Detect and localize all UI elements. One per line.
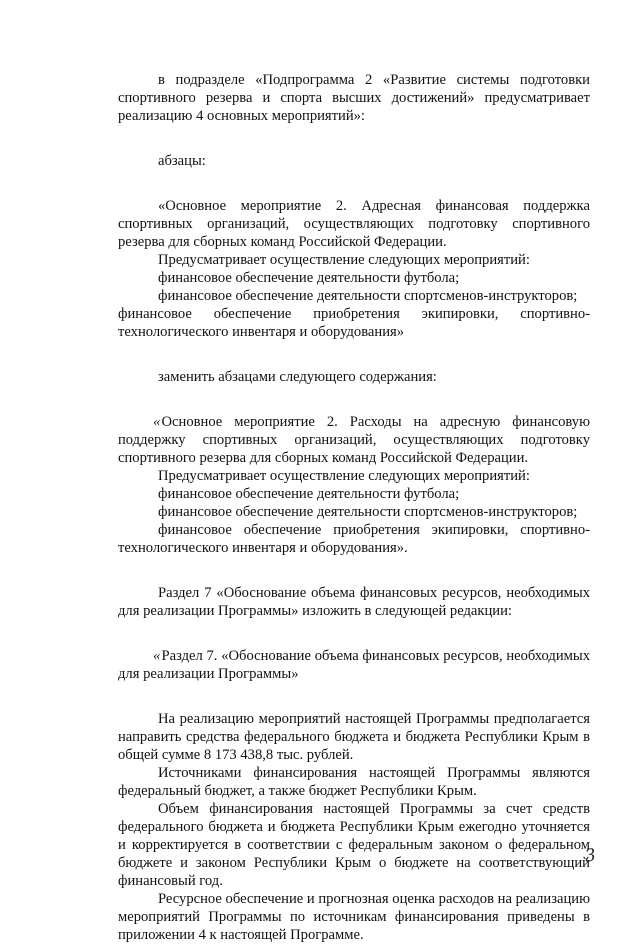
paragraph-funding-sources: Источниками финансирования настоящей Программы являются федеральный бюджет, а также бюджет Республики Крым. — [118, 765, 590, 799]
document-body — [118, 71, 590, 944]
paragraph-paragraphs-label: абзацы: — [158, 153, 206, 169]
paragraph-old-measure-title: «Основное мероприятие 2. Адресная финансовая поддержка спортивных организаций, осуществляющих подготовку спортивного резерва для сборных команд Российской Федерации. — [118, 198, 590, 250]
section7-title-text: Раздел 7. «Обоснование объема финансовых ресурсов, необходимых для реализации Программы» — [118, 648, 590, 682]
paragraph-resource-support: Ресурсное обеспечение и прогнозная оценка расходов на реализацию мероприятий Программы по источникам финансирования приведены в приложении 4 к настоящей Программе. — [118, 891, 590, 943]
paragraph-new-football: финансовое обеспечение деятельности футбола; — [158, 486, 460, 502]
handwritten-page-number: 3 — [583, 845, 598, 867]
paragraph-old-football: финансовое обеспечение деятельности футбола; — [158, 270, 460, 286]
paragraph-new-equipment: финансовое обеспечение приобретения экипировки, спортивно-технологического инвентаря и оборудования». — [118, 522, 590, 556]
paragraph-old-equipment: финансовое обеспечение приобретения экипировки, спортивно-технологического инвентаря и оборудования» — [118, 306, 590, 340]
paragraph-section7-intro: Раздел 7 «Обоснование объема финансовых ресурсов, необходимых для реализации Программы» изложить в следующей редакции: — [118, 585, 590, 619]
paragraph-old-instructors: финансовое обеспечение деятельности спортсменов-инструкторов; — [158, 288, 578, 304]
paragraph-section7-title — [118, 647, 590, 683]
paragraph-new-instructors: финансовое обеспечение деятельности спортсменов-инструкторов; — [158, 504, 578, 520]
paragraph-replace-with: заменить абзацами следующего содержания: — [158, 369, 437, 385]
paragraph-funding-total: На реализацию мероприятий настоящей Программы предполагается направить средства федерального бюджета и бюджета Республики Крым в общей сумме 8 173 438,8 тыс. рублей. — [118, 711, 590, 763]
paragraph-new-measure-title — [118, 413, 590, 467]
paragraph-old-provides: Предусматривает осуществление следующих мероприятий: — [158, 252, 530, 268]
paragraph-new-provides: Предусматривает осуществление следующих мероприятий: — [158, 468, 530, 484]
handwritten-quote-mark: « — [153, 648, 161, 664]
paragraph-subsection-intro: в подразделе «Подпрограмма 2 «Развитие системы подготовки спортивного резерва и спорта высших достижений» предусматривает реализацию 4 основных мероприятий»: — [118, 72, 590, 124]
new-measure-title-text: Основное мероприятие 2. Расходы на адресную финансовую поддержку спортивных организаций, осуществляющих подготовку спортивного резерва для сборных команд Российской Федерации. — [118, 414, 590, 466]
paragraph-funding-volume: Объем финансирования настоящей Программы за счет средств федерального бюджета и бюджета Республики Крым ежегодно уточняется и корректируется в соответствии с федеральным законом о федеральном бюджете и законом Республики Крым о бюджете на соответствующий финансовый год. — [118, 801, 590, 889]
handwritten-quote-mark: « — [153, 414, 161, 430]
